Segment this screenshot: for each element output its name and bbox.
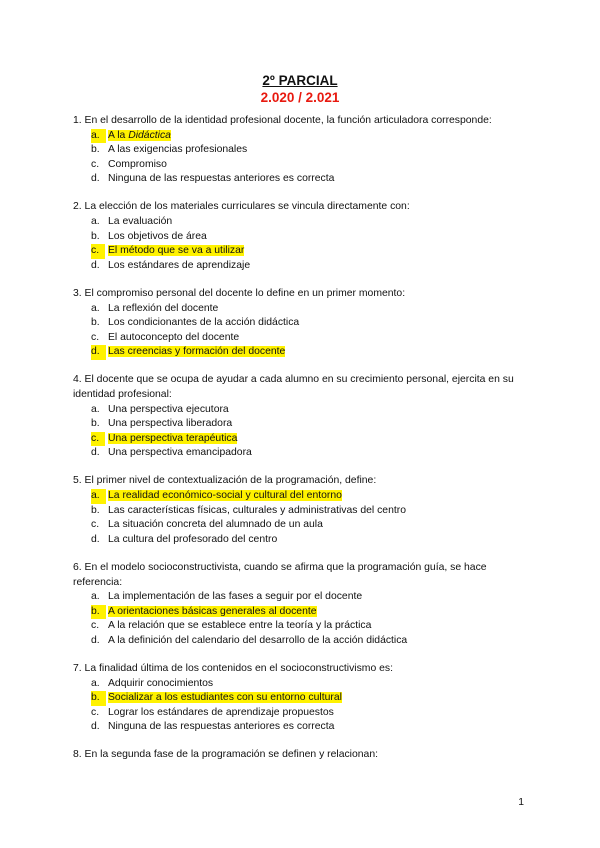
option-text: Las creencias y formación del docente	[108, 346, 286, 358]
option-letter: b.	[91, 317, 100, 329]
answer-option	[73, 619, 533, 634]
answer-option	[73, 677, 533, 692]
option-text: Lograr los estándares de aprendizaje propuestos	[108, 706, 334, 718]
option-text: Una perspectiva terapéutica	[108, 432, 238, 444]
option-letter: d.	[91, 259, 100, 271]
answer-option-highlighted	[73, 605, 533, 620]
option-text: La reflexión del docente	[108, 302, 219, 314]
option-text: A la definición del calendario del desarrollo de la acción didáctica	[108, 634, 408, 646]
option-text: Ninguna de las respuestas anteriores es correcta	[108, 173, 335, 185]
question-text: 2. La elección de los materiales curriculares se vincula directamente con:	[73, 201, 410, 213]
option-text: Una perspectiva ejecutora	[108, 403, 229, 415]
option-text: La evaluación	[108, 216, 173, 228]
option-letter: b.	[91, 418, 100, 430]
answer-option	[73, 230, 533, 245]
academic-year: 2.020 / 2.021	[260, 90, 340, 105]
question-1	[73, 114, 533, 187]
question-text: 3. El compromiso personal del docente lo define en un primer momento:	[73, 287, 406, 299]
answer-option	[73, 590, 533, 605]
option-text-italic: Didáctica	[128, 129, 171, 141]
answer-option	[73, 172, 533, 187]
answer-option	[73, 316, 533, 331]
answer-option	[73, 518, 533, 533]
question-5	[73, 474, 533, 547]
option-letter: b.	[91, 230, 100, 242]
question-text: 1. En el desarrollo de la identidad profesional docente, la función articuladora corresponde:	[73, 115, 492, 126]
option-text: El autoconcepto del docente	[108, 331, 240, 343]
answer-option	[73, 634, 533, 649]
option-letter: d.	[91, 173, 100, 185]
option-letter: c.	[91, 244, 105, 259]
option-text: La implementación de las fases a seguir por el docente	[108, 591, 363, 603]
option-letter: a.	[91, 489, 106, 504]
option-letter: a.	[91, 216, 100, 228]
answer-option	[73, 706, 533, 721]
option-text: Compromiso	[108, 158, 167, 170]
option-letter: b.	[91, 144, 100, 156]
question-text: 8. En la segunda fase de la programación se definen y relacionan:	[73, 749, 378, 761]
option-letter: c.	[91, 519, 100, 531]
answer-option-highlighted	[73, 691, 533, 706]
option-letter: c.	[91, 331, 100, 343]
option-letter: c.	[91, 620, 100, 632]
option-text: Socializar a los estudiantes con su entorno cultural	[108, 692, 342, 704]
option-text: A la relación que se establece entre la teoría y la práctica	[108, 620, 372, 632]
question-text: 4. El docente que se ocupa de ayudar a cada alumno en su crecimiento personal, ejercita en su identidad profesional:	[73, 374, 514, 400]
answer-options	[73, 590, 533, 648]
answer-options	[73, 129, 533, 187]
option-letter: b.	[91, 691, 106, 706]
question-7	[73, 662, 533, 735]
option-text: Los estándares de aprendizaje	[108, 259, 251, 271]
option-letter: c.	[91, 158, 100, 170]
answer-option	[73, 331, 533, 346]
option-letter: a.	[91, 591, 100, 603]
option-text: La cultura del profesorado del centro	[108, 533, 278, 545]
option-text: A orientaciones básicas generales al docente	[108, 605, 317, 617]
answer-options	[73, 302, 533, 360]
question-list	[73, 114, 533, 777]
answer-option	[73, 259, 533, 274]
question-4	[73, 373, 533, 461]
answer-options	[73, 489, 533, 547]
answer-options	[73, 677, 533, 735]
option-text: Ninguna de las respuestas anteriores es correcta	[108, 721, 335, 733]
answer-options	[73, 215, 533, 273]
answer-option	[73, 143, 533, 158]
answer-option	[73, 417, 533, 432]
question-text: 5. El primer nivel de contextualización de la programación, define:	[73, 475, 377, 487]
option-text: Los objetivos de área	[108, 230, 207, 242]
option-letter: a.	[91, 403, 100, 415]
option-letter: a.	[91, 677, 100, 689]
answer-option	[73, 504, 533, 519]
question-6	[73, 561, 533, 649]
answer-option	[73, 446, 533, 461]
page-title: 2º PARCIAL	[262, 73, 338, 88]
option-letter: d.	[91, 634, 100, 646]
option-letter: c.	[91, 706, 100, 718]
option-letter: d.	[91, 533, 100, 545]
option-letter: b.	[91, 504, 100, 516]
answer-option	[73, 720, 533, 735]
option-text: Una perspectiva emancipadora	[108, 447, 252, 459]
option-letter: d.	[91, 721, 100, 733]
option-text: Una perspectiva liberadora	[108, 418, 233, 430]
answer-option	[73, 158, 533, 173]
answer-options	[73, 403, 533, 461]
option-letter: a.	[91, 302, 100, 314]
option-letter: b.	[91, 605, 106, 620]
answer-option	[73, 302, 533, 317]
answer-option-highlighted	[73, 345, 533, 360]
answer-option-highlighted	[73, 244, 533, 259]
option-letter: c.	[91, 432, 105, 447]
option-text: Las características físicas, culturales y administrativas del centro	[108, 504, 406, 516]
question-text: 6. En el modelo socioconstructivista, cuando se afirma que la programación guía, se hace referencia:	[73, 561, 487, 588]
option-letter: d.	[91, 345, 106, 360]
option-text: La realidad económico-social y cultural del entorno	[108, 490, 342, 502]
option-letter: a.	[91, 129, 106, 144]
option-text-prefix: A la	[108, 129, 129, 141]
question-2	[73, 200, 533, 273]
answer-option-highlighted	[73, 129, 533, 144]
question-text: 7. La finalidad última de los contenidos en el socioconstructivismo es:	[73, 663, 393, 674]
question-8	[73, 748, 533, 763]
option-text: Adquirir conocimientos	[108, 677, 214, 689]
option-text	[108, 130, 171, 141]
option-text: El método que se va a utilizar	[108, 245, 245, 257]
option-text: La situación concreta del alumnado de un aula	[108, 519, 323, 531]
page-number: 1	[518, 797, 524, 808]
option-text: A las exigencias profesionales	[108, 144, 248, 156]
header	[0, 73, 600, 106]
answer-option-highlighted	[73, 432, 533, 447]
answer-option-highlighted	[73, 489, 533, 504]
answer-option	[73, 403, 533, 418]
answer-option	[73, 215, 533, 230]
option-letter: d.	[91, 447, 100, 459]
question-3	[73, 287, 533, 360]
answer-option	[73, 533, 533, 548]
option-text: Los condicionantes de la acción didáctica	[108, 317, 300, 329]
